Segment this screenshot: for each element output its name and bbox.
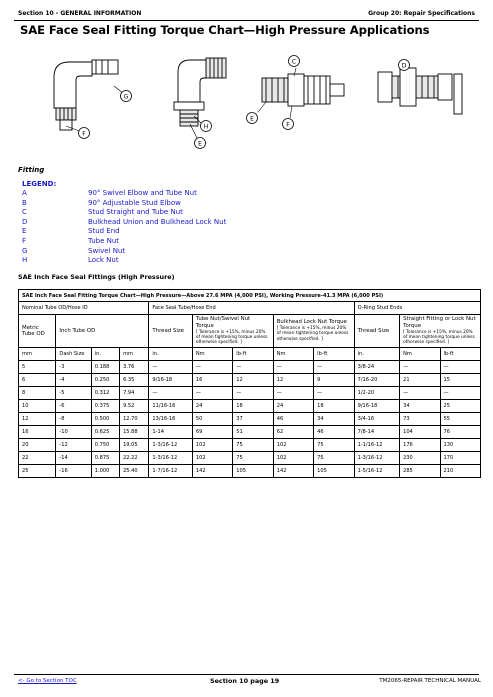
table-cell: -6 bbox=[56, 399, 91, 412]
table-cell: — bbox=[440, 386, 480, 399]
callout-e-label: E bbox=[198, 140, 202, 148]
table-cell: 0.188 bbox=[91, 360, 119, 373]
table-cell: 51 bbox=[233, 425, 273, 438]
table-cell: 3/8-24 bbox=[354, 360, 399, 373]
table-cell: 1-3/16-12 bbox=[149, 438, 192, 451]
table-cell: -14 bbox=[56, 451, 91, 464]
table-cell: 0.500 bbox=[91, 412, 119, 425]
table-cell: — bbox=[192, 386, 232, 399]
table-cell: — bbox=[149, 386, 192, 399]
table-cell: 21 bbox=[400, 373, 440, 386]
table-cell: -4 bbox=[56, 373, 91, 386]
table-caption: SAE Inch Face Seal Fitting Torque Chart—High Pressure—Above 27.6 MPA (4,000 PSI), Working Pressure-41.3 MPA (6,000 PSI) bbox=[19, 290, 481, 302]
table-row bbox=[19, 425, 481, 438]
table-cell: 12 bbox=[233, 373, 273, 386]
table-cell: 11/16-16 bbox=[149, 399, 192, 412]
table-cell: — bbox=[273, 360, 313, 373]
fitting-drawings bbox=[14, 46, 479, 156]
col-header-metric-od: Metric Tube OD bbox=[19, 315, 56, 348]
table-cell: — bbox=[400, 386, 440, 399]
table-cell: 19.05 bbox=[120, 438, 149, 451]
table-cell: 75 bbox=[314, 438, 354, 451]
section-label: Section 10 - GENERAL INFORMATION bbox=[18, 10, 142, 17]
table-cell: 142 bbox=[273, 464, 313, 477]
table-cell: 34 bbox=[314, 412, 354, 425]
col-header-bulkhead: Bulkhead Lock Nut Torque [ Tolerance is +15%, minus 20% of mean tightening torque unless otherwise specified. ] bbox=[273, 315, 354, 348]
table-cell: 18 bbox=[314, 399, 354, 412]
table-cell: — bbox=[400, 360, 440, 373]
callout-g-label: G bbox=[123, 93, 129, 101]
col-header-straight: Straight Fitting or Lock Nut Torque [ Tolerance is +15%, minus 20% of mean tightening torque unless otherwise specified. ] bbox=[400, 315, 481, 348]
callout-f-label: F bbox=[82, 130, 86, 138]
fitting-illustrations bbox=[14, 46, 479, 156]
legend-title: LEGEND: bbox=[22, 180, 57, 188]
table-cell: 9 bbox=[314, 373, 354, 386]
callout-f2-label: F bbox=[286, 121, 290, 129]
page-title: SAE Face Seal Fitting Torque Chart—High Pressure Applications bbox=[20, 23, 430, 37]
header-divider bbox=[14, 20, 479, 21]
table-cell: 6 bbox=[19, 373, 56, 386]
table-cell: 102 bbox=[273, 438, 313, 451]
table-row bbox=[19, 412, 481, 425]
table-cell: 102 bbox=[273, 451, 313, 464]
group-label: Group 20: Repair Specifications bbox=[368, 10, 475, 17]
table-cell: 9/16-18 bbox=[149, 373, 192, 386]
units-row: mm Dash Size in. mm in. Nm lb-ft Nm lb-ft in. Nm lb-ft bbox=[19, 347, 481, 360]
table-cell: — bbox=[314, 360, 354, 373]
table-cell: 7/16-20 bbox=[354, 373, 399, 386]
table-cell: 5 bbox=[19, 360, 56, 373]
page-header bbox=[14, 6, 479, 19]
table-row bbox=[19, 438, 481, 451]
table-cell: 0.750 bbox=[91, 438, 119, 451]
table-cell: 1-14 bbox=[149, 425, 192, 438]
table-cell: — bbox=[440, 360, 480, 373]
table-cell: 1-7/16-12 bbox=[149, 464, 192, 477]
toc-link[interactable]: <- Go to Section TOC bbox=[18, 678, 77, 684]
torque-table bbox=[18, 289, 481, 478]
table-cell: 37 bbox=[233, 412, 273, 425]
table-cell: 24 bbox=[192, 399, 232, 412]
table-cell: -12 bbox=[56, 438, 91, 451]
table-cell: 10 bbox=[19, 399, 56, 412]
table-cell: 6.35 bbox=[120, 373, 149, 386]
table-cell: 15 bbox=[440, 373, 480, 386]
table-cell: — bbox=[233, 386, 273, 399]
table-cell: 230 bbox=[400, 451, 440, 464]
group-header-oring: O-Ring Stud Ends bbox=[354, 302, 480, 315]
table-cell: — bbox=[192, 360, 232, 373]
group-header-face: Face Seal Tube/Hose End bbox=[149, 302, 354, 315]
table-cell: 69 bbox=[192, 425, 232, 438]
col-header-inch-od: Inch Tube OD bbox=[56, 315, 149, 348]
table-cell: 9/16-18 bbox=[354, 399, 399, 412]
table-cell: 0.875 bbox=[91, 451, 119, 464]
table-cell: 16 bbox=[192, 373, 232, 386]
table-cell: 18 bbox=[233, 399, 273, 412]
table-heading: SAE Inch Face Seal Fittings (High Pressure) bbox=[18, 273, 175, 281]
stud-straight-drawing bbox=[262, 74, 344, 106]
col-header-thread: Thread Size bbox=[149, 315, 192, 348]
table-cell: 76 bbox=[440, 425, 480, 438]
table-cell: 25 bbox=[440, 399, 480, 412]
table-cell: 24 bbox=[273, 399, 313, 412]
table-cell: 142 bbox=[192, 464, 232, 477]
table-cell: 0.375 bbox=[91, 399, 119, 412]
table-cell: 75 bbox=[233, 438, 273, 451]
table-cell: — bbox=[273, 386, 313, 399]
table-cell: 8 bbox=[19, 386, 56, 399]
table-cell: 46 bbox=[314, 425, 354, 438]
callout-d-label: D bbox=[401, 62, 407, 70]
col-header-swivel: Tube Nut/Swivel Nut Torque [ Tolerance is +15%, minus 20% of mean tightening torque unless otherwise specified. ] bbox=[192, 315, 273, 348]
table-cell: 7.94 bbox=[120, 386, 149, 399]
table-cell: 25.40 bbox=[120, 464, 149, 477]
table-cell: 13/16-16 bbox=[149, 412, 192, 425]
table-cell: 9.52 bbox=[120, 399, 149, 412]
table-row bbox=[19, 451, 481, 464]
table-cell: 3/4-16 bbox=[354, 412, 399, 425]
group-header-od: Nominal Tube OD/Hose ID bbox=[19, 302, 149, 315]
table-cell: 50 bbox=[192, 412, 232, 425]
table-cell: 105 bbox=[314, 464, 354, 477]
swivel-elbow-drawing bbox=[54, 60, 118, 130]
table-cell: 25 bbox=[19, 464, 56, 477]
table-cell: 12.70 bbox=[120, 412, 149, 425]
table-cell: 0.625 bbox=[91, 425, 119, 438]
table-cell: 1.000 bbox=[91, 464, 119, 477]
table-cell: 1/2-20 bbox=[354, 386, 399, 399]
table-cell: — bbox=[314, 386, 354, 399]
table-row bbox=[19, 373, 481, 386]
table-body bbox=[19, 360, 481, 477]
table-cell: 55 bbox=[440, 412, 480, 425]
table-cell: 22 bbox=[19, 451, 56, 464]
table-cell: -5 bbox=[56, 386, 91, 399]
table-cell: 130 bbox=[440, 438, 480, 451]
col-header-thread2: Thread Size bbox=[354, 315, 399, 348]
callout-e2-label: E bbox=[250, 115, 254, 123]
table-cell: 12 bbox=[19, 412, 56, 425]
bulkhead-union-drawing bbox=[378, 68, 462, 114]
table-cell: 1-3/16-12 bbox=[149, 451, 192, 464]
table-cell: 285 bbox=[400, 464, 440, 477]
table-cell: — bbox=[233, 360, 273, 373]
fitting-heading: Fitting bbox=[18, 166, 45, 174]
table-cell: 73 bbox=[400, 412, 440, 425]
callout-h-label: H bbox=[203, 123, 209, 131]
stud-elbow-drawing bbox=[174, 58, 226, 126]
table-cell: 210 bbox=[440, 464, 480, 477]
table-cell: 170 bbox=[440, 451, 480, 464]
table-row bbox=[19, 360, 481, 373]
table-cell: 75 bbox=[314, 451, 354, 464]
table-cell: 102 bbox=[192, 451, 232, 464]
table-cell: 34 bbox=[400, 399, 440, 412]
table-cell: — bbox=[149, 360, 192, 373]
table-cell: 104 bbox=[400, 425, 440, 438]
table-cell: 22.22 bbox=[120, 451, 149, 464]
table-row bbox=[19, 399, 481, 412]
table-cell: 20 bbox=[19, 438, 56, 451]
table-cell: 0.312 bbox=[91, 386, 119, 399]
table-cell: 176 bbox=[400, 438, 440, 451]
table-cell: 7/8-14 bbox=[354, 425, 399, 438]
table-cell: 105 bbox=[233, 464, 273, 477]
page-number: Section 10 page 19 bbox=[210, 677, 280, 685]
table-cell: 75 bbox=[233, 451, 273, 464]
table-cell: 46 bbox=[273, 412, 313, 425]
footer-divider bbox=[14, 674, 479, 675]
table-cell: 15.88 bbox=[120, 425, 149, 438]
table-cell: 12 bbox=[273, 373, 313, 386]
table-cell: 102 bbox=[192, 438, 232, 451]
table-cell: -16 bbox=[56, 464, 91, 477]
table-cell: -10 bbox=[56, 425, 91, 438]
table-row bbox=[19, 464, 481, 477]
table-cell: 1-3/16-12 bbox=[354, 451, 399, 464]
manual-title: TM2065-REPAIR TECHNICAL MANUAL bbox=[379, 678, 481, 684]
table-cell: -3 bbox=[56, 360, 91, 373]
table-row bbox=[19, 386, 481, 399]
table-cell: 1-1/16-12 bbox=[354, 438, 399, 451]
callout-c-label: C bbox=[291, 58, 297, 66]
table-cell: 1-5/16-12 bbox=[354, 464, 399, 477]
table-cell: -8 bbox=[56, 412, 91, 425]
table-cell: 3.76 bbox=[120, 360, 149, 373]
table-cell: 0.250 bbox=[91, 373, 119, 386]
table-cell: 62 bbox=[273, 425, 313, 438]
table-cell: 16 bbox=[19, 425, 56, 438]
